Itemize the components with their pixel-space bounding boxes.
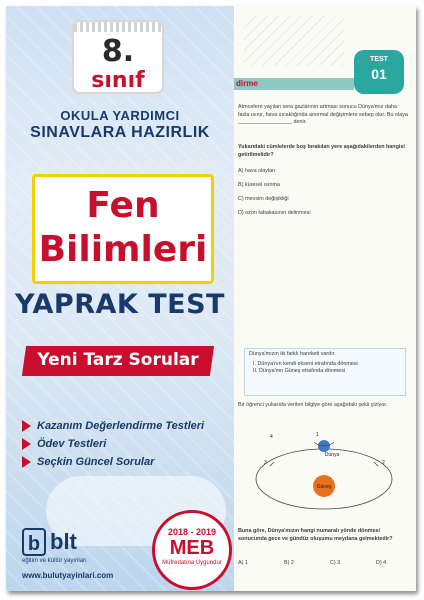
feature-item <box>22 420 222 432</box>
banner-text: Yeni Tarz Sorular <box>37 350 199 370</box>
question-2-choice: B) 2 <box>284 560 294 566</box>
sample-page <box>234 6 416 591</box>
meb-label: MEB <box>169 537 215 559</box>
earth-label: Dünya <box>324 452 340 458</box>
question-1-text: Atmosfere yayılan sera gazlarının artması sonucu Dünya'mız daha fazla ısınır, hava sıcaklığında anormal değişimlere sebep olur. Bu olaya __________________ denir. <box>238 104 408 126</box>
feature-list <box>22 420 222 474</box>
logo-word: blt <box>50 529 77 554</box>
question-2-prompt: Buna göre, Dünya'mızın hangi numaralı yönde dönmesi sonucunda gece ve gündüz oluşumu meydana gelmektedir? <box>238 528 393 542</box>
title-line-2: Bilimleri <box>38 229 208 270</box>
question-1-choice: B) küresel ısınma <box>238 182 280 188</box>
orbit-arrow-2 <box>374 462 378 466</box>
tagline-bottom: SINAVLARA HAZIRLIK <box>30 124 210 141</box>
info-line: I. Dünya'nın kendi ekseni etrafında dönmesi <box>253 360 358 367</box>
logo-letter: b <box>22 528 46 556</box>
question-1-prompt: Yukarıdaki cümlelerde boş bırakılan yere aşağıdakilerden hangisi getirilmelidir? <box>238 144 405 158</box>
book-image <box>6 6 416 591</box>
feature-text: Ödev Testleri <box>37 438 107 450</box>
question-2-choice: D) 4 <box>376 560 387 566</box>
direction-label-3: 3 <box>264 460 267 466</box>
question-2-choice: C) 3 <box>330 560 341 566</box>
orbit-arrow-3 <box>270 462 274 466</box>
triangle-bullet-icon <box>22 438 31 450</box>
feature-text: Seçkin Güncel Sorular <box>37 456 155 468</box>
question-1-choice: C) mevsim değişikliği <box>238 196 289 202</box>
info-line: Dünya'mızın iki farklı hareketi vardır. <box>249 351 336 357</box>
subtitle: YAPRAK TEST <box>15 289 225 320</box>
feature-text: Kazanım Değerlendirme Testleri <box>37 420 205 432</box>
book-cover <box>6 6 234 591</box>
earth-circle <box>318 440 330 452</box>
grade-word: sınıf <box>91 68 145 93</box>
feature-item <box>22 438 222 450</box>
section-tab-label: dirme <box>236 79 258 88</box>
meb-seal <box>152 510 232 590</box>
info-box <box>244 348 406 396</box>
question-2-choice: A) 1 <box>238 560 248 566</box>
test-badge <box>354 50 404 94</box>
meb-note: Müfredatına Uygundur <box>162 560 222 566</box>
triangle-bullet-icon <box>22 456 31 468</box>
publisher-subtitle: eğitim ve kültür yayınları <box>22 558 87 564</box>
question-1-choice: A) hava olayları <box>238 168 276 174</box>
grade-badge <box>72 20 164 94</box>
meb-years: 2018 - 2019 <box>167 527 217 537</box>
notepad-binding <box>74 22 162 32</box>
orbit-diagram <box>244 424 404 519</box>
question-2-text: Bir öğrenci yukarıda verilen bilgiye göre aşağıdaki şekli çiziyor. <box>238 402 388 408</box>
info-line: II. Dünya'nın Güneş etrafında dönmesi <box>253 368 346 375</box>
direction-label-4: 4 <box>270 434 273 440</box>
test-label: TEST <box>370 56 388 63</box>
triangle-bullet-icon <box>22 420 31 432</box>
publisher-website: www.bulutyayinlari.com <box>22 571 114 580</box>
sun-label: Güneş <box>316 484 332 490</box>
section-tab <box>234 78 354 90</box>
grade-number: 8. <box>101 34 135 69</box>
publisher-logo <box>22 528 92 558</box>
direction-label-1: 1 <box>316 432 319 438</box>
direction-label-2: 2 <box>382 460 385 466</box>
tagline-top: OKULA YARDIMCI <box>60 108 180 123</box>
feature-item <box>22 456 222 468</box>
title-box <box>32 174 214 284</box>
title-line-1: Fen <box>86 185 160 226</box>
question-1-choice: D) ozon tabakasının delinmesi <box>238 210 311 216</box>
page-decoration <box>244 16 344 66</box>
test-number: 01 <box>371 66 387 82</box>
